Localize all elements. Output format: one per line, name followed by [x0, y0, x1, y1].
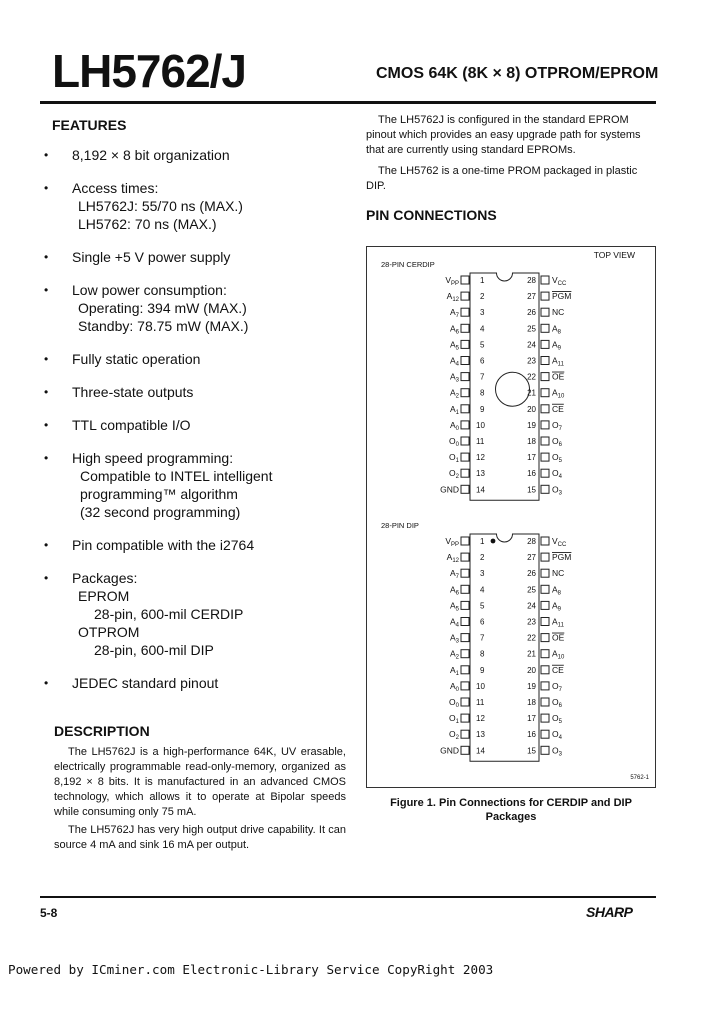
pin-signal-label: $A_9$ [552, 339, 562, 352]
uv-window [496, 372, 530, 406]
pin-signal-label: PGM [552, 552, 572, 563]
figure-caption-line: Packages [485, 811, 537, 823]
document-subtitle: CMOS 64K (8K × 8) OTPROM/EPROM [376, 65, 659, 82]
pin-number: 13 [476, 469, 485, 479]
intro-text [366, 113, 654, 200]
pin-signal-label: $O_2$ [449, 729, 459, 742]
feature-line: OTPROM [78, 624, 140, 640]
pin-number: 8 [480, 388, 485, 398]
pin-number: 3 [480, 569, 485, 579]
feature-line: 28-pin, 600-mil CERDIP [94, 606, 244, 622]
pin-signal-label: $O_4$ [552, 729, 562, 742]
figure-caption [370, 796, 652, 824]
feature-item [42, 146, 342, 164]
pin-signal-label: OE [552, 632, 565, 643]
pin-number: 25 [527, 585, 536, 595]
pin-pad [541, 666, 549, 674]
description-paragraph: The LH5762J is a high-performance 64K, UV erasable, electrically programmable read-only-memory, organized as 8,192 × 8 bits. It is manufactured in an advanced CMOS technology, which allows it to operate at Bipolar speeds while consuming only 75 mA. [54, 746, 346, 818]
feature-line: • Access times: [72, 180, 159, 196]
pin-pad [461, 324, 469, 332]
pin-pad [461, 308, 469, 316]
pin-signal-label: PGM [552, 291, 572, 302]
pin-signal-label: $A_{12}$ [446, 552, 459, 565]
pin-pad [461, 569, 469, 577]
feature-line: programming™ algorithm [80, 486, 238, 502]
pin-pad [461, 389, 469, 397]
package-label: 28-PIN DIP [381, 521, 419, 530]
pin-signal-label: $O_0$ [449, 697, 459, 709]
pin-signal-label: OE [552, 371, 565, 382]
feature-line: • Low power consumption: [72, 282, 227, 298]
sharp-logo: SHARP [586, 904, 633, 920]
pin-pad [541, 453, 549, 461]
pin-signal-label: GND [440, 484, 459, 495]
pin-pad [541, 357, 549, 365]
pin-signal-label: $A_0$ [449, 419, 459, 432]
feature-line: • Pin compatible with the i2764 [72, 537, 255, 553]
pin-diagram-figure [366, 246, 656, 788]
description-body [54, 745, 346, 856]
feature-line: • Single +5 V power supply [72, 249, 231, 265]
pin-signal-label: $O_0$ [449, 436, 459, 448]
pin-pad [461, 730, 469, 738]
pin-pad [461, 453, 469, 461]
pin-signal-label: $A_2$ [449, 387, 459, 400]
pin-pad [541, 682, 549, 690]
pin-signal-label: NC [552, 307, 565, 318]
pin-signal-label: $A_9$ [552, 600, 562, 613]
pin-signal-label: $O_5$ [552, 713, 562, 726]
pin-number: 7 [480, 372, 485, 382]
pin-pad [541, 553, 549, 561]
feature-line: • JEDEC standard pinout [72, 675, 219, 691]
pin-pad [461, 373, 469, 381]
pin-number: 10 [476, 420, 485, 430]
pin-number: 4 [480, 324, 485, 334]
pin-signal-label: $A_6$ [449, 323, 459, 336]
pin-pad [461, 276, 469, 284]
feature-line: • TTL compatible I/O [72, 417, 191, 433]
feature-item [42, 350, 342, 368]
package-label: 28-PIN CERDIP [381, 260, 435, 269]
intro-paragraph: The LH5762J is configured in the standard EPROM pinout which provides an easy upgrade path for systems that are currently using standard EPROMs. [366, 114, 641, 156]
pin-number: 6 [480, 356, 485, 366]
pin-signal-label: $O_6$ [552, 436, 562, 448]
feature-line: • Three-state outputs [72, 384, 194, 400]
page-number: 5-8 [40, 906, 58, 920]
pin-signal-label: $A_4$ [449, 355, 459, 368]
pin-number: 4 [480, 585, 485, 595]
pin-signal-label: $O_3$ [552, 484, 562, 497]
pin-pad [461, 553, 469, 561]
pin-pad [541, 601, 549, 609]
pin-number: 23 [527, 617, 536, 627]
pin-pad [461, 666, 469, 674]
pin-pad [541, 698, 549, 706]
pin-number: 12 [476, 714, 485, 724]
pin-pad [541, 469, 549, 477]
pin-pad [461, 485, 469, 493]
description-heading: DESCRIPTION [54, 723, 150, 739]
pin-number: 8 [480, 649, 485, 659]
pin-number: 22 [527, 633, 536, 643]
pin-number: 3 [480, 308, 485, 318]
pin-signal-label: $V_{CC}$ [552, 536, 567, 548]
pin-number: 17 [527, 453, 536, 463]
feature-line: • High speed programming: [72, 450, 234, 466]
feature-line: 28-pin, 600-mil DIP [94, 642, 214, 658]
feature-line: Compatible to INTEL intelligent [80, 468, 273, 484]
intro-paragraph: The LH5762 is a one-time PROM packaged in plastic DIP. [366, 165, 638, 192]
pin-number: 12 [476, 453, 485, 463]
pin-signal-label: $O_5$ [552, 452, 562, 465]
pin-number: 21 [527, 388, 536, 398]
pin-pad [541, 618, 549, 626]
feature-line: EPROM [78, 588, 130, 604]
pin-number: 6 [480, 617, 485, 627]
pin-number: 7 [480, 633, 485, 643]
pin-signal-label: $A_1$ [449, 664, 459, 677]
pin-number: 11 [476, 437, 485, 446]
pin-pad [541, 634, 549, 642]
pin-pad [461, 421, 469, 429]
pin-number: 27 [527, 553, 536, 563]
pin-signal-label: $A_5$ [449, 339, 459, 352]
pin-number: 22 [527, 372, 536, 382]
pin-pad [461, 601, 469, 609]
feature-line: • Packages: [72, 570, 138, 586]
pin-number: 15 [527, 485, 536, 495]
pin-connections-heading: PIN CONNECTIONS [366, 207, 497, 223]
pin-number: 26 [527, 308, 536, 318]
pin-pad [541, 292, 549, 300]
feature-item [42, 569, 342, 659]
service-footer: Powered by ICminer.com Electronic-Library Service CopyRight 2003 [8, 962, 494, 977]
pin-number: 5 [480, 601, 485, 611]
pin-pad [461, 714, 469, 722]
features-list [42, 146, 342, 707]
pin-number: 21 [527, 649, 536, 659]
features-heading: FEATURES [52, 117, 127, 133]
footer-rule [40, 896, 656, 898]
pin-number: 28 [527, 276, 536, 285]
pin-signal-label: $A_{12}$ [446, 291, 459, 304]
figure-code: 5762-1 [630, 775, 649, 781]
pin-pad [461, 746, 469, 754]
document-title: LH5762/J [52, 45, 247, 97]
feature-line: Standby: 78.75 mW (MAX.) [78, 318, 249, 334]
pin-number: 19 [527, 420, 536, 430]
pin-pad [541, 650, 549, 658]
pin-signal-label: $O_3$ [552, 745, 562, 758]
pin-number: 16 [527, 469, 536, 479]
pin-signal-label: $O_1$ [449, 452, 459, 465]
figure-caption-line: Figure 1. Pin Connections for CERDIP and DIP [390, 797, 632, 809]
pin-signal-label: $A_8$ [552, 584, 562, 597]
feature-line: LH5762: 70 ns (MAX.) [78, 216, 217, 232]
pin-number: 24 [527, 601, 536, 611]
pin-signal-label: NC [552, 568, 565, 579]
pin-number: 18 [527, 698, 536, 707]
feature-item [42, 281, 342, 335]
pin-signal-label: $V_{CC}$ [552, 275, 567, 287]
pin-diagram [367, 247, 657, 789]
pin-pad [541, 537, 549, 545]
pin-pad [461, 698, 469, 706]
pin-number: 2 [480, 292, 485, 302]
pin-signal-label: $O_7$ [552, 419, 562, 432]
pin-pad [541, 340, 549, 348]
feature-item [42, 536, 342, 554]
pin-signal-label: $A_{11}$ [552, 355, 564, 368]
feature-item [42, 449, 342, 521]
top-view-label: TOP VIEW [593, 250, 635, 260]
pin-number: 9 [480, 665, 485, 675]
pin-pad [461, 618, 469, 626]
pin-number: 27 [527, 292, 536, 302]
pin-pad [541, 389, 549, 397]
pin-pad [461, 634, 469, 642]
pin-signal-label: $A_{10}$ [552, 387, 565, 400]
pin-pad [541, 585, 549, 593]
pin-pad [461, 340, 469, 348]
pin-number: 23 [527, 356, 536, 366]
pin-signal-label: $A_7$ [449, 307, 459, 320]
pin-pad [461, 682, 469, 690]
pin-number: 20 [527, 665, 536, 675]
pin-pad [461, 469, 469, 477]
pin-number: 11 [476, 698, 485, 707]
pin-signal-label: $V_{PP}$ [445, 275, 459, 287]
pin-signal-label: $O_2$ [449, 468, 459, 481]
feature-item [42, 674, 342, 692]
pin-signal-label: $O_7$ [552, 680, 562, 693]
pin-number: 17 [527, 714, 536, 724]
pin-pad [461, 585, 469, 593]
pin-signal-label: $A_5$ [449, 600, 459, 613]
pin-signal-label: $A_0$ [449, 680, 459, 693]
pin-signal-label: $A_{10}$ [552, 648, 565, 661]
pin-pad [461, 650, 469, 658]
pin-signal-label: $A_8$ [552, 323, 562, 336]
feature-line: • 8,192 × 8 bit organization [72, 147, 230, 163]
pin-pad [541, 421, 549, 429]
pin-number: 9 [480, 404, 485, 414]
feature-line: LH5762J: 55/70 ns (MAX.) [78, 198, 243, 214]
pin-pad [461, 292, 469, 300]
pin-pad [541, 324, 549, 332]
pin-pad [541, 276, 549, 284]
pin-number: 18 [527, 437, 536, 446]
pin-pad [541, 569, 549, 577]
pin-number: 28 [527, 537, 536, 546]
pin-number: 1 [480, 537, 485, 546]
pin-number: 26 [527, 569, 536, 579]
pin-number: 2 [480, 553, 485, 563]
pin-signal-label: $O_6$ [552, 697, 562, 709]
pin-number: 10 [476, 681, 485, 691]
pin-signal-label: $O_1$ [449, 713, 459, 726]
feature-line: (32 second programming) [80, 504, 241, 520]
pin-pad [541, 746, 549, 754]
pin-pad [541, 405, 549, 413]
pin-pad [461, 357, 469, 365]
pin-signal-label: GND [440, 745, 459, 756]
pin-pad [461, 437, 469, 445]
pin-pad [461, 537, 469, 545]
pin-pad [541, 485, 549, 493]
pin-signal-label: $A_7$ [449, 568, 459, 581]
package-body [470, 534, 539, 761]
pin-number: 16 [527, 730, 536, 740]
pin-pad [541, 308, 549, 316]
pin-pad [541, 373, 549, 381]
pin-signal-label: CE [552, 403, 564, 414]
pin-number: 13 [476, 730, 485, 740]
pin-signal-label: $A_4$ [449, 616, 459, 629]
pin-signal-label: $A_2$ [449, 648, 459, 661]
pin1-marker-dot [491, 539, 496, 544]
pin-pad [461, 405, 469, 413]
description-paragraph: The LH5762J has very high output drive capability. It can source 4 mA and sink 16 mA per output. [54, 824, 346, 851]
feature-item [42, 248, 342, 266]
feature-item [42, 179, 342, 233]
pin-signal-label: CE [552, 664, 564, 675]
pin-signal-label: $A_3$ [449, 371, 459, 384]
pin-pad [541, 730, 549, 738]
pin-signal-label: $O_4$ [552, 468, 562, 481]
pin-pad [541, 714, 549, 722]
feature-line: • Fully static operation [72, 351, 201, 367]
feature-line: Operating: 394 mW (MAX.) [78, 300, 247, 316]
pin-number: 24 [527, 340, 536, 350]
pin-number: 1 [480, 276, 485, 285]
pin-number: 19 [527, 681, 536, 691]
pin-signal-label: $A_3$ [449, 632, 459, 645]
feature-item [42, 416, 342, 434]
pin-signal-label: $V_{PP}$ [445, 536, 459, 548]
package-body [470, 273, 539, 500]
pin-signal-label: $A_1$ [449, 403, 459, 416]
pin-number: 20 [527, 404, 536, 414]
pin-number: 14 [476, 485, 485, 495]
pin-signal-label: $A_{11}$ [552, 616, 564, 629]
pin-pad [541, 437, 549, 445]
pin-number: 15 [527, 746, 536, 756]
header-rule [40, 101, 656, 104]
pin-number: 5 [480, 340, 485, 350]
feature-item [42, 383, 342, 401]
pin-number: 14 [476, 746, 485, 756]
pin-signal-label: $A_6$ [449, 584, 459, 597]
pin-number: 25 [527, 324, 536, 334]
